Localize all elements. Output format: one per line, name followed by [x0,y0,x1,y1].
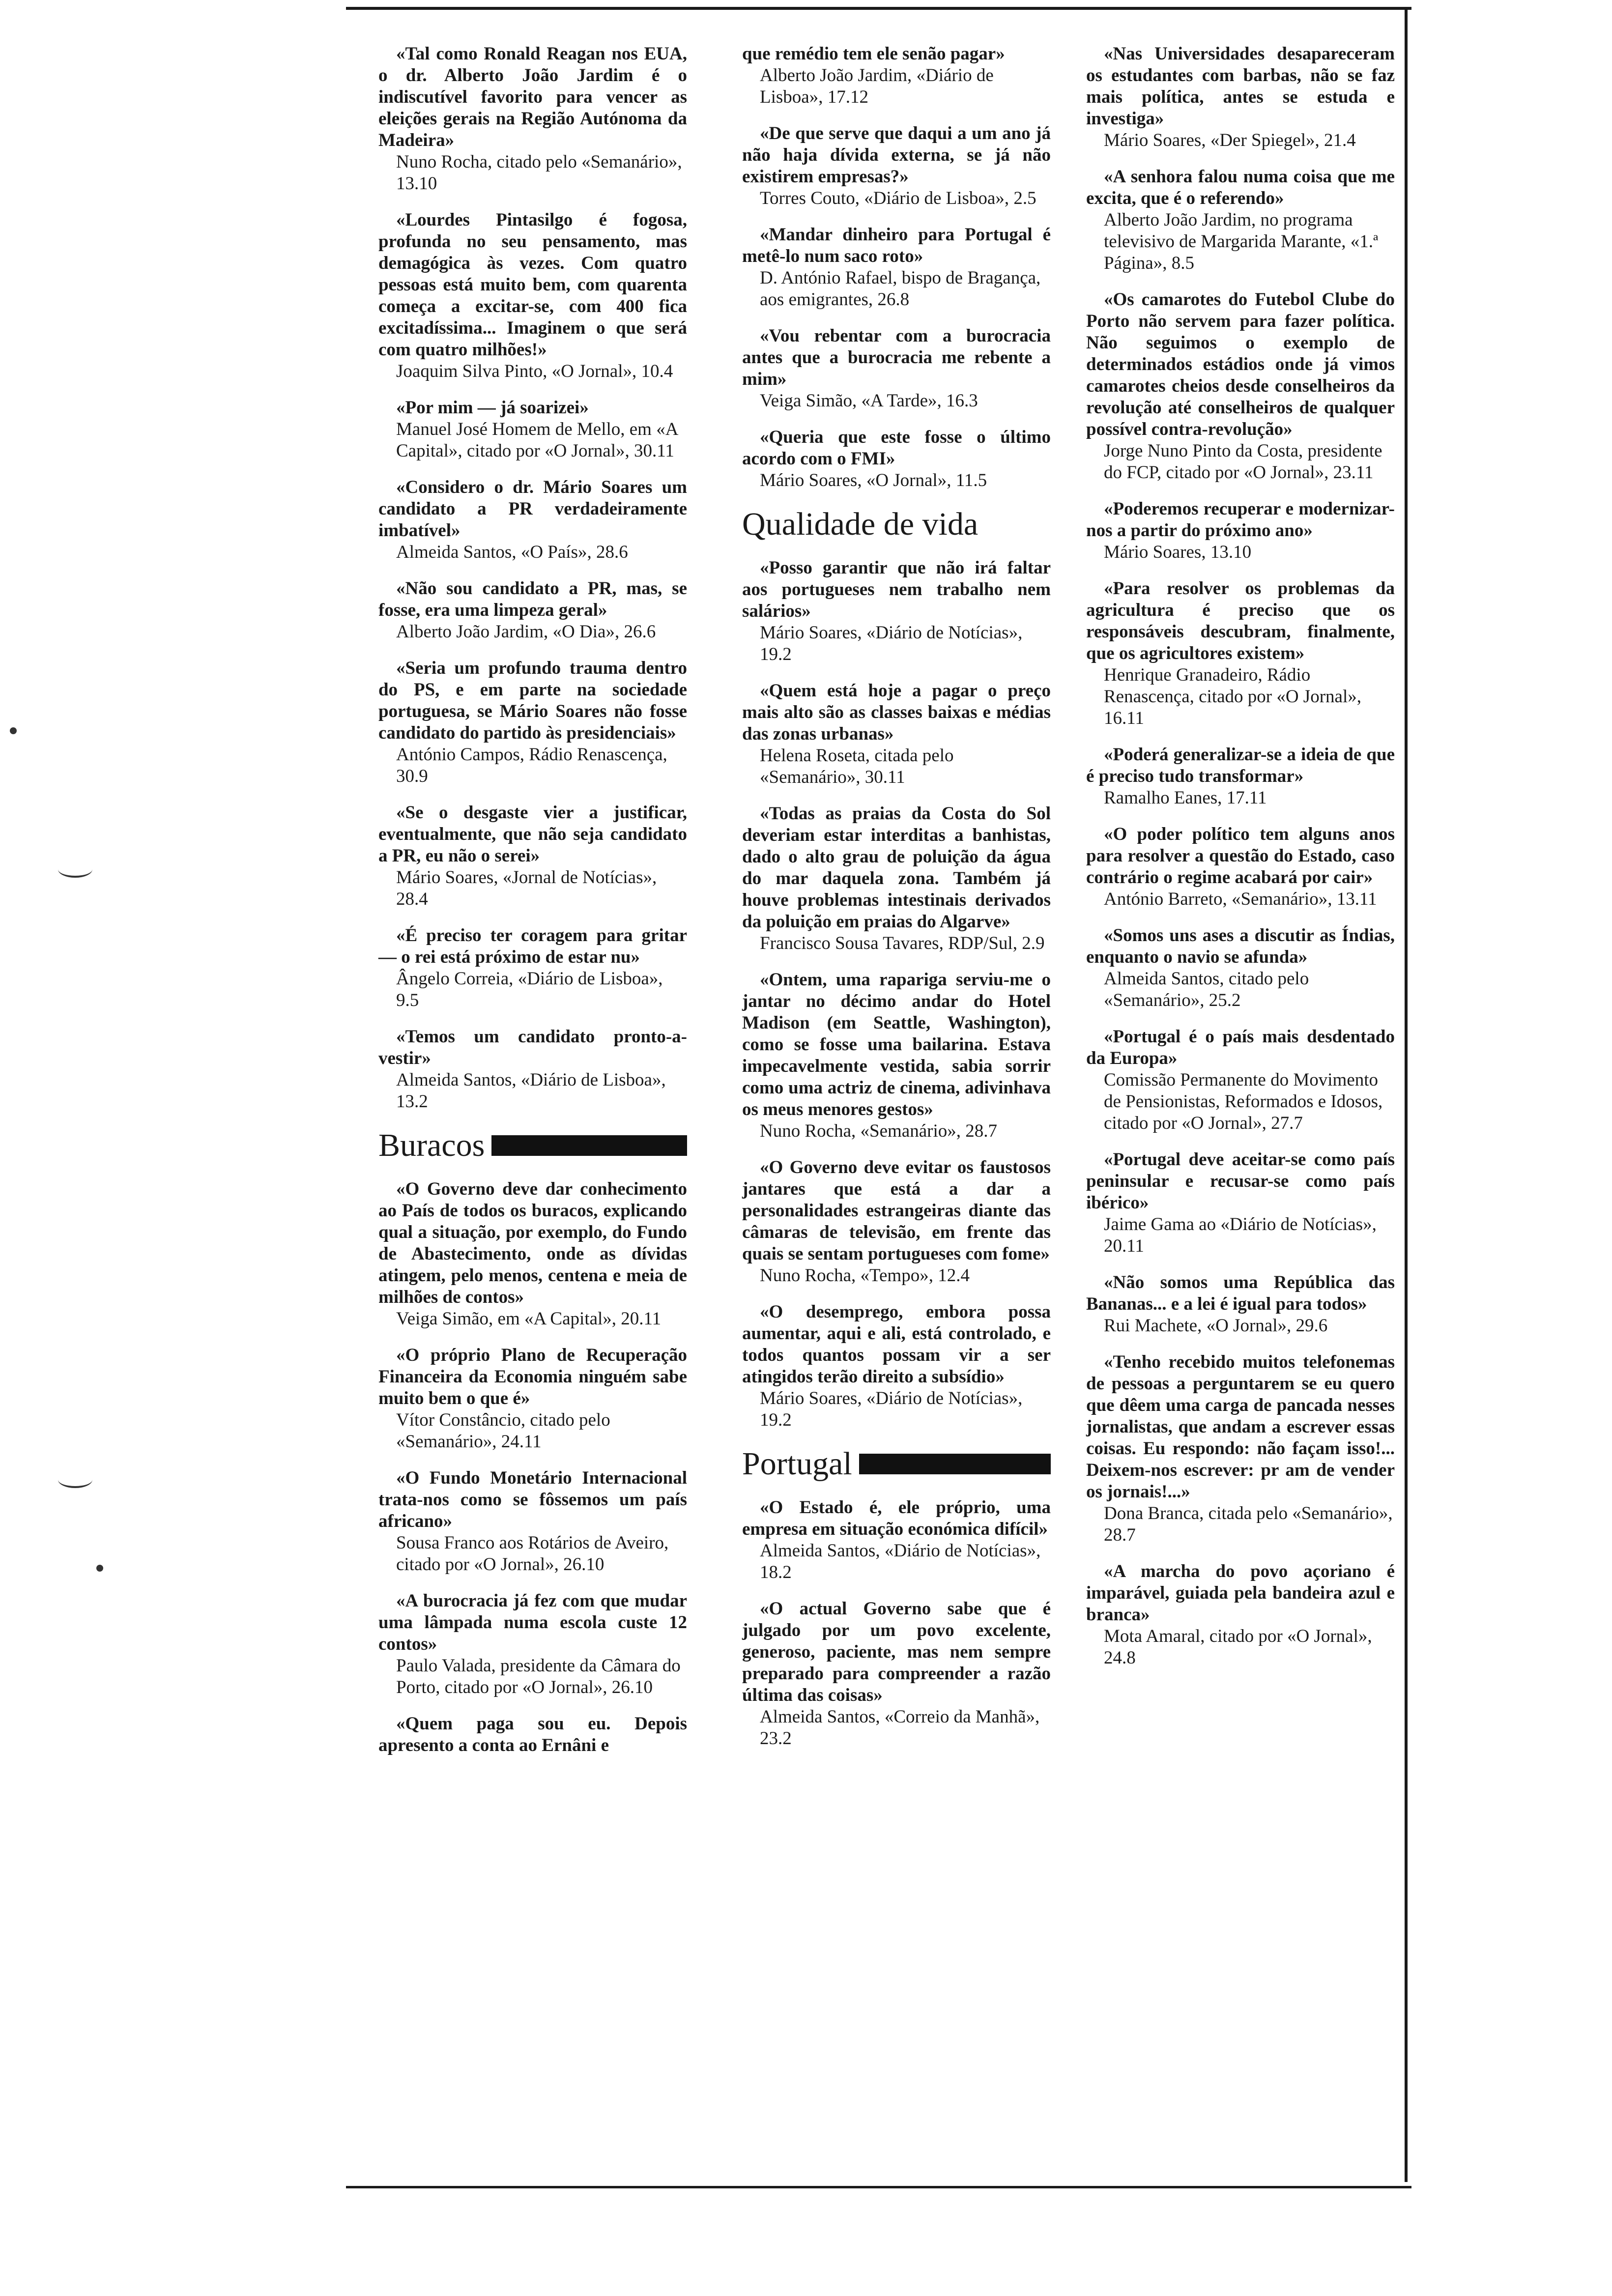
quote-source: Nuno Rocha, «Semanário», 28.7 [760,1121,997,1141]
quote-source: Sousa Franco aos Rotários de Aveiro, citado por «O Jornal», 26.10 [396,1533,669,1575]
section-header-buracos [378,1127,687,1164]
quote-source: Francisco Sousa Tavares, RDP/Sul, 2.9 [760,933,1045,953]
quote: «A burocracia já fez com que mudar uma lâmpada numa escola custe 12 contos» [378,1591,687,1654]
scan-mark [58,1471,92,1488]
quote: «Os camarotes do Futebol Clube do Porto não servem para fazer política. Não seguimos o exemplo de determinados estádios onde já vimos camarotes cheios desde conselheiros da revolução até conselheiros de qualquer possível contra-revolução» [1086,289,1395,439]
quote-source: Alberto João Jardim, no programa televisivo de Margarida Marante, «1.ª Página», 8.5 [1104,210,1379,273]
quote: «A marcha do povo açoriano é imparável, guiada pela bandeira azul e branca» [1086,1561,1395,1625]
scan-mark [58,861,92,878]
quote-source: Mário Soares, «Diário de Notícias», 19.2 [760,1388,1023,1430]
quote-source: Mário Soares, «Der Spiegel», 21.4 [1104,130,1356,150]
quote-source: Vítor Constâncio, citado pelo «Semanário», 24.11 [396,1410,610,1452]
column-1 [378,43,687,1756]
quote: «Lourdes Pintasilgo é fogosa, profunda no seu pensamento, mas demagógica às vezes. Com quatro pessoas está muito bem, com quarenta começa a excitar-se, com 400 fica excitadíssima... Imaginem o que será com quatro milhões!» [378,210,687,360]
section-title: Buracos [378,1127,485,1163]
quote: «Poderá generalizar-se a ideia de que é preciso tudo transformar» [1086,745,1395,786]
quote: «O Fundo Monetário Internacional trata-nos como se fôssemos um país africano» [378,1468,687,1531]
quote-source: Dona Branca, citada pelo «Semanário», 28.7 [1104,1503,1393,1545]
quote-source: Almeida Santos, «O País», 28.6 [396,542,628,562]
scan-speck [10,727,17,734]
quote-source: Paulo Valada, presidente da Câmara do Porto, citado por «O Jornal», 26.10 [396,1656,681,1697]
quote-source: Henrique Granadeiro, Rádio Renascença, citado por «O Jornal», 16.11 [1104,665,1361,728]
quote: «O Governo deve dar conhecimento ao País de todos os buracos, explicando qual a situação, por exemplo, do Fundo de Abastecimento, onde as dívidas atingem, pelo menos, centena e meia de milhões de contos» [378,1179,687,1307]
quote: que remédio tem ele senão pagar» [742,44,1005,64]
quote: «Portugal deve aceitar-se como país peninsular e recusar-se como país ibérico» [1086,1149,1395,1213]
quote-source: Ramalho Eanes, 17.11 [1104,788,1267,808]
quote: «Quem está hoje a pagar o preço mais alto são as classes baixas e médias das zonas urbanas» [742,681,1051,744]
quote-source: Alberto João Jardim, «O Dia», 26.6 [396,622,656,642]
quote: «Queria que este fosse o último acordo com o FMI» [742,427,1051,469]
section-bar [859,1454,1051,1474]
scan-speck [96,1565,103,1572]
quote: «Temos um candidato pronto-a-vestir» [378,1027,687,1068]
quote-source: D. António Rafael, bispo de Bragança, aos emigrantes, 26.8 [760,268,1041,310]
quote-source: Nuno Rocha, citado pelo «Semanário», 13.10 [396,152,682,194]
quote: «O Estado é, ele próprio, uma empresa em situação económica difícil» [742,1497,1051,1539]
quote-source: Joaquim Silva Pinto, «O Jornal», 10.4 [396,361,673,381]
quote-source: Veiga Simão, em «A Capital», 20.11 [396,1309,662,1329]
section-header-qualidade-de-vida [742,506,1051,543]
quote: «É preciso ter coragem para gritar — o rei está próximo de estar nu» [378,925,687,967]
quote: «O actual Governo sabe que é julgado por um povo excelente, generoso, paciente, mas nem sempre preparado para compreender a razão última das coisas» [742,1599,1051,1705]
quote: «Considero o dr. Mário Soares um candidato a PR verdadeiramente imbatível» [378,477,687,541]
column-2 [742,43,1051,1764]
quote-source: Alberto João Jardim, «Diário de Lisboa», 17.12 [760,65,994,107]
quote-source: Almeida Santos, «Correio da Manhã», 23.2 [760,1707,1040,1749]
quote-source: Comissão Permanente do Movimento de Pensionistas, Reformados e Idosos, citado por «O Jornal», 27.7 [1104,1070,1383,1133]
quote: «Para resolver os problemas da agricultura é preciso que os responsáveis descubram, finalmente, que os agricultores existem» [1086,578,1395,663]
quote: «Se o desgaste vier a justificar, eventualmente, que não seja candidato a PR, eu não o serei» [378,803,687,866]
quote-source: Manuel José Homem de Mello, em «A Capital», citado por «O Jornal», 30.11 [396,419,678,461]
quote: «Quem paga sou eu. Depois apresento a conta ao Ernâni e [378,1714,687,1755]
quote-source: Jorge Nuno Pinto da Costa, presidente do FCP, citado por «O Jornal», 23.11 [1104,441,1382,483]
quote-source: António Barreto, «Semanário», 13.11 [1104,889,1377,909]
bottom-rule [346,2186,1411,2188]
quote: «Posso garantir que não irá faltar aos portugueses nem trabalho nem salários» [742,558,1051,621]
quote: «Ontem, uma rapariga serviu-me o jantar no décimo andar do Hotel Madison (em Seattle, Washington), como se fosse uma bailarina. Estava impecavelmente vestida, sabia sorrir como uma actriz de cinema, adivinhava os meus menores gestos» [742,970,1051,1119]
quote-source: Mário Soares, «Diário de Notícias», 19.2 [760,623,1023,664]
section-bar [491,1135,687,1156]
quote-source: Mário Soares, 13.10 [1104,542,1252,562]
quote: «Portugal é o país mais desdentado da Europa» [1086,1027,1395,1068]
quote: «A senhora falou numa coisa que me excita, que é o referendo» [1086,167,1395,208]
quote: «O desemprego, embora possa aumentar, aqui e ali, está controlado, e todos quantos possam vir a ser atingidos terão direito a subsídio» [742,1302,1051,1387]
quote: «Vou rebentar com a burocracia antes que a burocracia me rebente a mim» [742,326,1051,389]
quote-source: Rui Machete, «O Jornal», 29.6 [1104,1316,1328,1336]
quote: «Tenho recebido muitos telefonemas de pessoas a perguntarem se eu quero que dêem uma carga de pancada nesses jornalistas, que andam a escrever essas coisas. Eu respondo: não façam isso!... Deixem-nos escrever: pr am de vender os jornais!...» [1086,1352,1395,1502]
quote: «Não sou candidato a PR, mas, se fosse, era uma limpeza geral» [378,578,687,620]
quote: «Tal como Ronald Reagan nos EUA, o dr. Alberto João Jardim é o indiscutível favorito para vencer as eleições gerais na Região Autónoma da Madeira» [378,44,687,150]
quote: «Todas as praias da Costa do Sol deveriam estar interditas a banhistas, dado o alto grau de poluição da água do mar daquela zona. Também já houve problemas intestinais derivados da poluição em praias do Algarve» [742,804,1051,932]
column-3 [1086,43,1395,1684]
section-header-portugal [742,1446,1051,1482]
quote: «O Governo deve evitar os faustosos jantares que está a dar a personalidades estrangeiras diante das câmaras de televisão, em frente das quais se sentam portugueses com fome» [742,1157,1051,1264]
quote: «Não somos uma República das Bananas... e a lei é igual para todos» [1086,1272,1395,1314]
quote-source: Almeida Santos, citado pelo «Semanário», 25.2 [1104,969,1309,1010]
quote: «Seria um profundo trauma dentro do PS, e em parte na sociedade portuguesa, se Mário Soares não fosse candidato do partido às presidenciais» [378,658,687,743]
quote: «O próprio Plano de Recuperação Financeira da Economia ninguém sabe muito bem o que é» [378,1345,687,1408]
quote-source: Mota Amaral, citado por «O Jornal», 24.8 [1104,1626,1372,1668]
quote-source: Almeida Santos, «Diário de Lisboa», 13.2 [396,1070,666,1112]
quote-source: António Campos, Rádio Renascença, 30.9 [396,745,667,786]
quote: «Somos uns ases a discutir as Índias, enquanto o navio se afunda» [1086,925,1395,967]
quote-source: Ângelo Correia, «Diário de Lisboa», 9.5 [396,969,663,1010]
quote-source: Veiga Simão, «A Tarde», 16.3 [760,391,978,411]
quote: «De que serve que daqui a um ano já não haja dívida externa, se já não existirem empresas?» [742,123,1051,187]
quote-source: Torres Couto, «Diário de Lisboa», 2.5 [760,188,1036,208]
quote-source: Mário Soares, «Jornal de Notícias», 28.4 [396,867,657,909]
section-title: Qualidade de vida [742,506,979,542]
quote: «Mandar dinheiro para Portugal é metê-lo num saco roto» [742,225,1051,266]
top-rule [346,7,1411,10]
quote-source: Mário Soares, «O Jornal», 11.5 [760,470,987,490]
quote: «O poder político tem alguns anos para resolver a questão do Estado, caso contrário o regime acabará por cair» [1086,824,1395,888]
quote-source: Almeida Santos, «Diário de Notícias», 18.2 [760,1541,1041,1582]
quote-source: Jaime Gama ao «Diário de Notícias», 20.11 [1104,1214,1377,1256]
right-rule [1405,10,1408,2182]
quote-source: Helena Roseta, citada pelo «Semanário», 30.11 [760,746,954,787]
section-title: Portugal [742,1446,852,1482]
quote: «Nas Universidades desapareceram os estudantes com barbas, não se faz mais política, antes se estuda e investiga» [1086,44,1395,129]
quote: «Poderemos recuperar e modernizar-nos a partir do próximo ano» [1086,499,1395,541]
quote: «Por mim — já soarizei» [396,398,589,418]
quote-source: Nuno Rocha, «Tempo», 12.4 [760,1265,970,1286]
